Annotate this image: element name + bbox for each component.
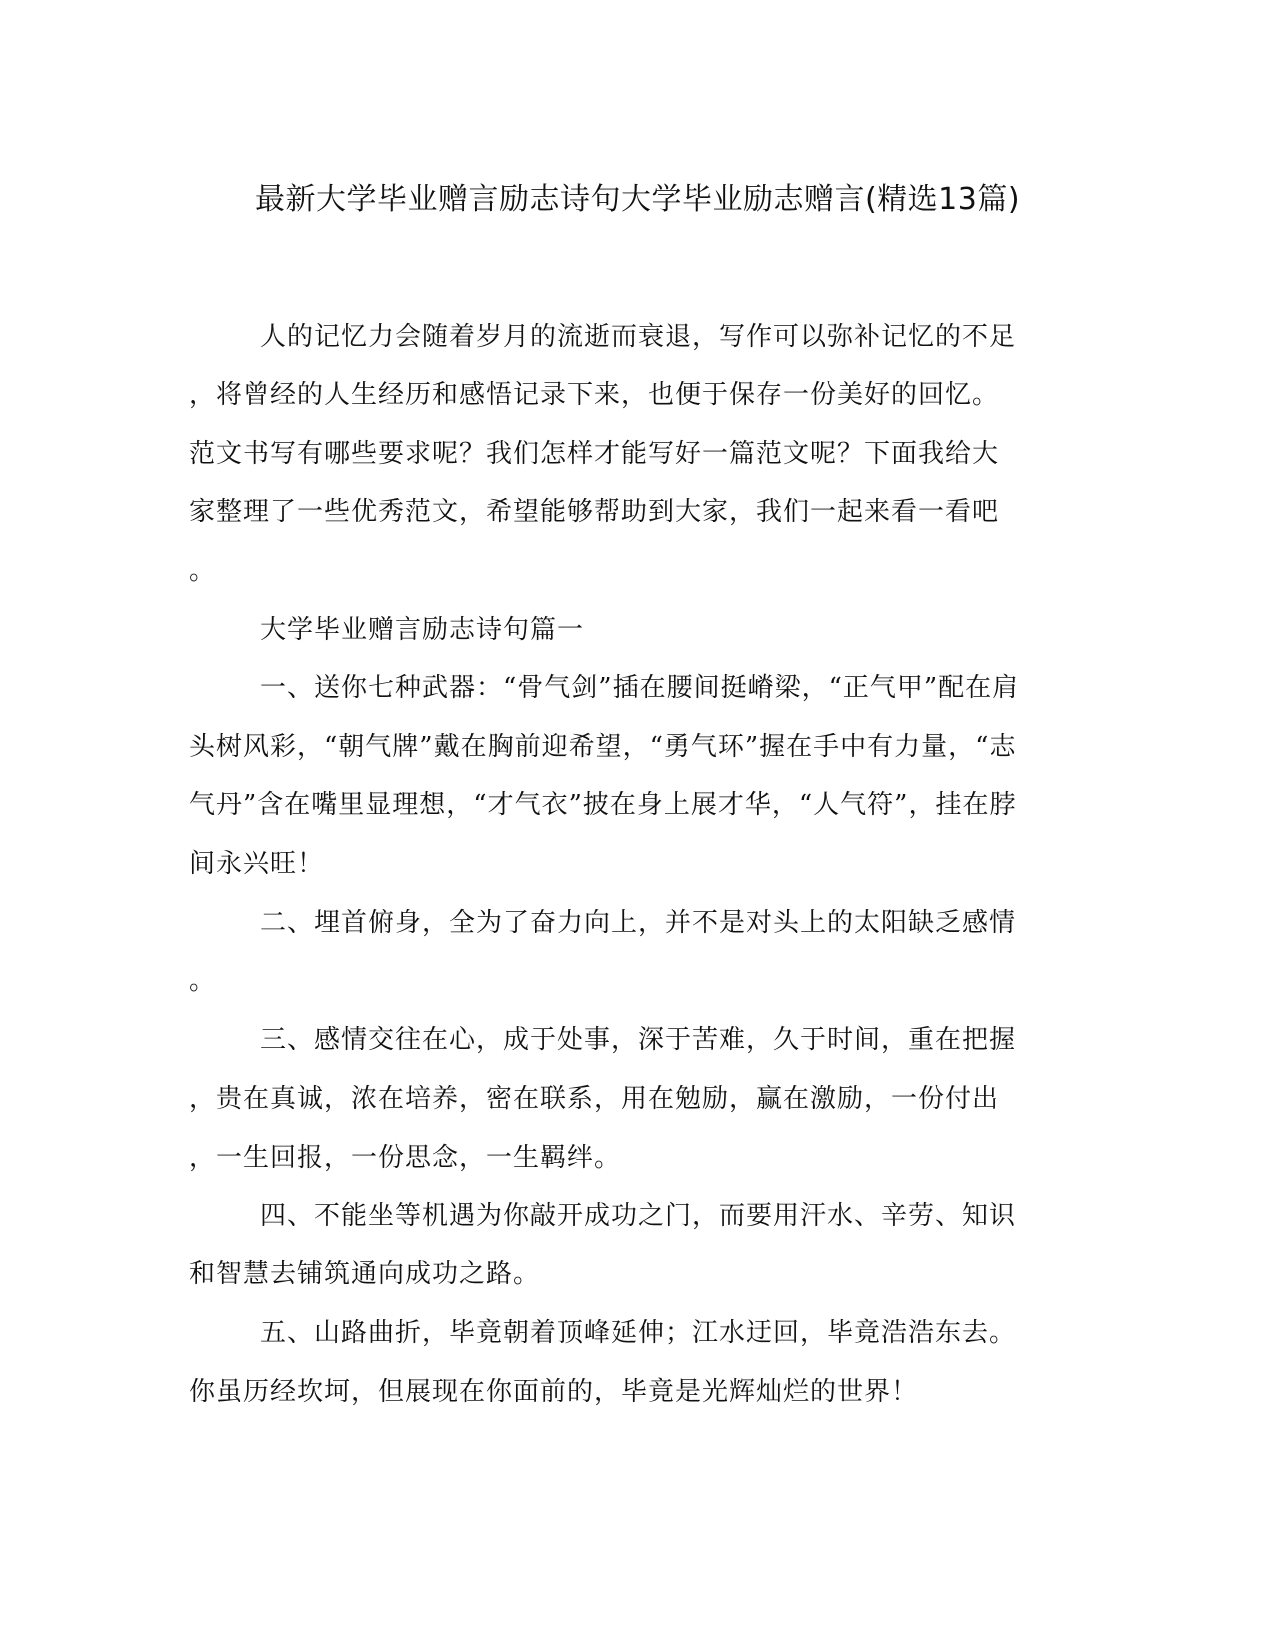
item-4-line-2: 和智慧去铺筑通向成功之路。 xyxy=(189,1259,541,1289)
item-3-line-2: ，贵在真诚，浓在培养，密在联系，用在勉励，赢在激励，一份付出 xyxy=(189,1084,1000,1114)
item-3-line-1: 三、感情交往在心，成于处事，深于苦难，久于时间，重在把握 xyxy=(260,1025,1017,1055)
document-title: 最新大学毕业赠言励志诗句大学毕业励志赠言(精选13篇) xyxy=(254,182,1021,217)
item-2-line-1: 二、埋首俯身，全为了奋力向上，并不是对头上的太阳缺乏感情 xyxy=(260,908,1017,938)
intro-line-5: 。 xyxy=(189,556,217,586)
intro-line-2: ，将曾经的人生经历和感悟记录下来，也便于保存一份美好的回忆。 xyxy=(189,380,1000,410)
section-heading: 大学毕业赠言励志诗句篇一 xyxy=(260,615,585,645)
item-1-line-1: 一、送你七种武器：“骨气剑”插在腰间挺嵴梁，“正气甲”配在肩 xyxy=(260,673,1020,703)
item-3-line-3: ，一生回报，一份思念，一生羁绊。 xyxy=(189,1143,622,1173)
item-1-line-2: 头树风彩，“朝气牌”戴在胸前迎希望，“勇气环”握在手中有力量，“志 xyxy=(189,732,1017,762)
item-1-line-3: 气丹”含在嘴里显理想，“才气衣”披在身上展才华，“人气符”，挂在脖 xyxy=(189,790,1017,820)
item-1-line-4: 间永兴旺！ xyxy=(189,849,325,879)
item-5-line-2: 你虽历经坎坷，但展现在你面前的，毕竟是光辉灿烂的世界！ xyxy=(189,1377,919,1407)
intro-line-3: 范文书写有哪些要求呢？我们怎样才能写好一篇范文呢？下面我给大 xyxy=(189,439,1000,469)
item-5-line-1: 五、山路曲折，毕竟朝着顶峰延伸；江水迂回，毕竟浩浩东去。 xyxy=(260,1318,1017,1348)
item-4-line-1: 四、不能坐等机遇为你敲开成功之门，而要用汗水、辛劳、知识 xyxy=(260,1201,1017,1231)
intro-line-4: 家整理了一些优秀范文，希望能够帮助到大家，我们一起来看一看吧 xyxy=(189,497,1000,527)
intro-line-1: 人的记忆力会随着岁月的流逝而衰退，写作可以弥补记忆的不足 xyxy=(260,322,1017,352)
item-2-line-2: 。 xyxy=(189,966,217,996)
